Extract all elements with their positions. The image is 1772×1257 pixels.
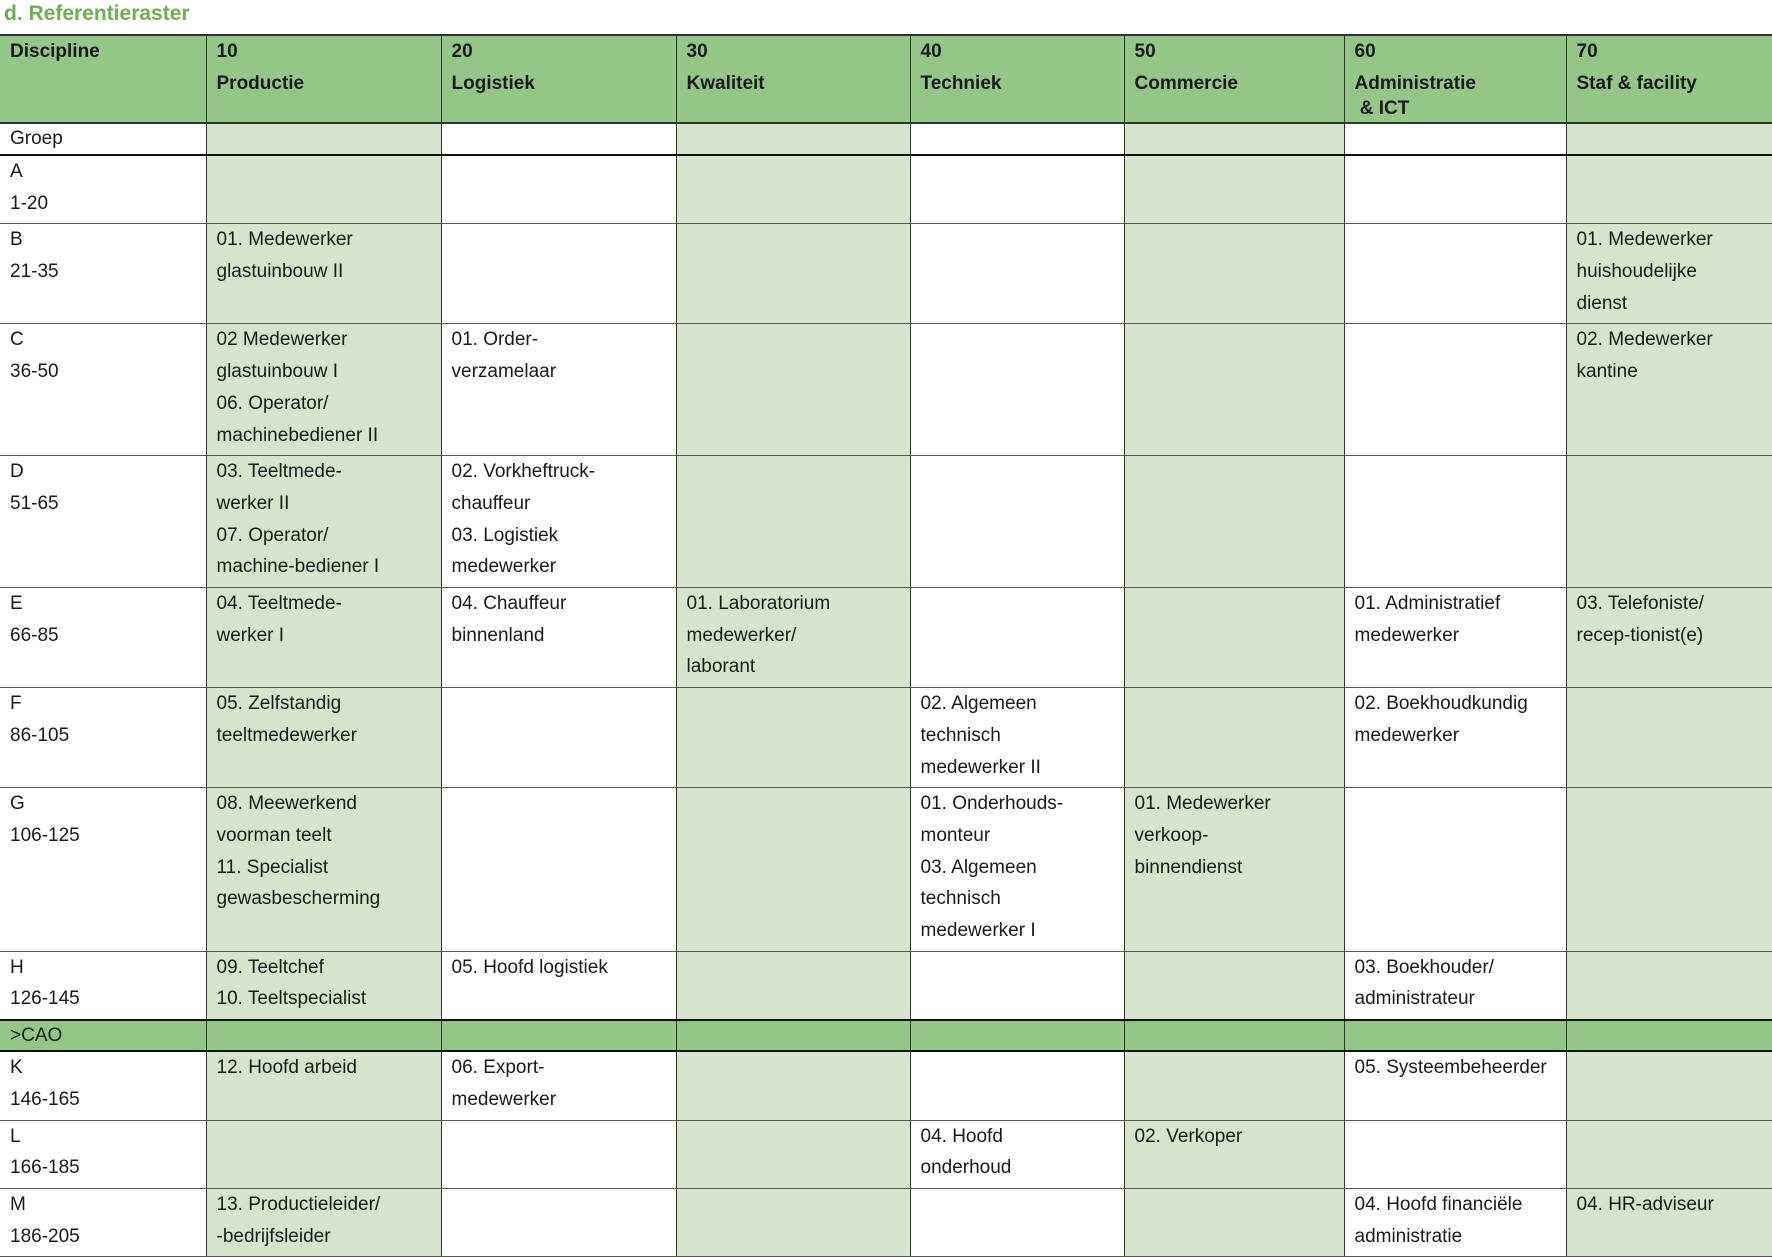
header-col-logistiek: 20 Logistiek xyxy=(441,35,676,123)
cell-m-techniek xyxy=(910,1188,1124,1256)
group-row-f xyxy=(0,688,1772,788)
job-title-line: binnenland xyxy=(452,620,676,652)
group-row-k xyxy=(0,1051,1772,1120)
group-points-range: 1-20 xyxy=(10,188,206,220)
cao-cell xyxy=(910,1020,1124,1051)
group-row-e xyxy=(0,588,1772,688)
cell-c-techniek xyxy=(910,324,1124,456)
job-title-line: 03. Telefoniste/ xyxy=(1577,588,1772,620)
job-title-line: medewerker xyxy=(452,551,676,583)
job-title-line: 06. Operator/ xyxy=(217,388,441,420)
cell-k-commercie xyxy=(1124,1051,1344,1120)
job-title-line: dienst xyxy=(1577,288,1772,320)
group-letter: B xyxy=(10,224,206,256)
job-title-line: 02. Medewerker xyxy=(1577,324,1772,356)
cao-cell xyxy=(1566,1020,1772,1051)
job-title-line: administratie xyxy=(1355,1221,1566,1253)
job-title-line: 02. Verkoper xyxy=(1135,1121,1344,1153)
cell-h-administratie xyxy=(1344,951,1566,1020)
group-points-range: 51-65 xyxy=(10,488,206,520)
header-col-productie: 10 Productie xyxy=(206,35,441,123)
header-row xyxy=(0,35,1772,123)
cell-k-staf xyxy=(1566,1051,1772,1120)
group-letter: K xyxy=(10,1052,206,1084)
cell-l-commercie xyxy=(1124,1120,1344,1188)
group-label-a xyxy=(0,155,206,224)
job-title-line: 05. Systeembeheerder xyxy=(1355,1052,1566,1084)
group-row-l xyxy=(0,1120,1772,1188)
cell-f-productie xyxy=(206,688,441,788)
job-title-line: medewerker xyxy=(1355,620,1566,652)
cell-a-logistiek xyxy=(441,155,676,224)
job-title-line: 02 Medewerker xyxy=(217,324,441,356)
job-title-line: 01. Laboratorium xyxy=(687,588,910,620)
group-label-g xyxy=(0,788,206,952)
header-col-techniek: 40 Techniek xyxy=(910,35,1124,123)
job-title-line: glastuinbouw I xyxy=(217,356,441,388)
cell-g-kwaliteit xyxy=(676,788,910,952)
cell-h-commercie xyxy=(1124,951,1344,1020)
cell-k-administratie xyxy=(1344,1051,1566,1120)
cell-h-kwaliteit xyxy=(676,951,910,1020)
job-title-line: 08. Meewerkend xyxy=(217,788,441,820)
job-title-line: laborant xyxy=(687,651,910,683)
job-title-line: verkoop- xyxy=(1135,820,1344,852)
group-letter: H xyxy=(10,952,206,984)
cao-cell xyxy=(1124,1020,1344,1051)
job-title-line: medewerker I xyxy=(921,915,1124,947)
cell-e-productie xyxy=(206,588,441,688)
job-title-line: 05. Zelfstandig xyxy=(217,688,441,720)
job-title-line: 10. Teeltspecialist xyxy=(217,983,441,1015)
cell-b-staf xyxy=(1566,224,1772,324)
job-title-line: binnendienst xyxy=(1135,852,1344,884)
cell-m-commercie xyxy=(1124,1188,1344,1256)
job-title-line: medewerker II xyxy=(921,752,1124,784)
job-title-line: medewerker/ xyxy=(687,620,910,652)
group-points-range: 21-35 xyxy=(10,256,206,288)
cao-cell xyxy=(1344,1020,1566,1051)
cell-e-staf xyxy=(1566,588,1772,688)
job-title-line: monteur xyxy=(921,820,1124,852)
group-row-c xyxy=(0,324,1772,456)
group-points-range: 126-145 xyxy=(10,983,206,1015)
job-title-line: 04. Teeltmede- xyxy=(217,588,441,620)
group-letter: E xyxy=(10,588,206,620)
cell-g-commercie xyxy=(1124,788,1344,952)
job-title-line: technisch xyxy=(921,720,1124,752)
cell-f-staf xyxy=(1566,688,1772,788)
job-title-line: technisch xyxy=(921,883,1124,915)
job-title-line: medewerker xyxy=(1355,720,1566,752)
cell-h-productie xyxy=(206,951,441,1020)
cell-f-logistiek xyxy=(441,688,676,788)
job-title-line: huishoudelijke xyxy=(1577,256,1772,288)
job-title-line: 01. Order- xyxy=(452,324,676,356)
cell-a-staf xyxy=(1566,155,1772,224)
header-col-administratie: 60 Administratie & ICT xyxy=(1344,35,1566,123)
group-letter: L xyxy=(10,1121,206,1153)
reference-grid-table xyxy=(0,34,1772,1257)
job-title-line: teeltmedewerker xyxy=(217,720,441,752)
cell-l-kwaliteit xyxy=(676,1120,910,1188)
cell-k-techniek xyxy=(910,1051,1124,1120)
job-title-line: 01. Medewerker xyxy=(1135,788,1344,820)
cao-separator-row xyxy=(0,1020,1772,1051)
job-title-line: 07. Operator/ xyxy=(217,520,441,552)
job-title-line: 04. HR-adviseur xyxy=(1577,1189,1772,1221)
cell-l-administratie xyxy=(1344,1120,1566,1188)
cell-b-techniek xyxy=(910,224,1124,324)
cell-l-techniek xyxy=(910,1120,1124,1188)
groep-label: Groep xyxy=(0,123,206,155)
cell-d-administratie xyxy=(1344,456,1566,588)
job-title-line: 02. Boekhoudkundig xyxy=(1355,688,1566,720)
cell-k-kwaliteit xyxy=(676,1051,910,1120)
cell-c-logistiek xyxy=(441,324,676,456)
header-col-staf: 70 Staf & facility xyxy=(1566,35,1772,123)
job-title-line: kantine xyxy=(1577,356,1772,388)
job-title-line: 03. Algemeen xyxy=(921,852,1124,884)
group-letter: A xyxy=(10,156,206,188)
cell-b-productie xyxy=(206,224,441,324)
group-row-g xyxy=(0,788,1772,952)
group-letter: M xyxy=(10,1189,206,1221)
group-label-f xyxy=(0,688,206,788)
cell-d-productie xyxy=(206,456,441,588)
group-points-range: 66-85 xyxy=(10,620,206,652)
job-title-line: glastuinbouw II xyxy=(217,256,441,288)
group-label-b xyxy=(0,224,206,324)
cell-l-productie xyxy=(206,1120,441,1188)
group-points-range: 86-105 xyxy=(10,720,206,752)
job-title-line: werker II xyxy=(217,488,441,520)
cell-k-logistiek xyxy=(441,1051,676,1120)
group-points-range: 106-125 xyxy=(10,820,206,852)
cell-a-productie xyxy=(206,155,441,224)
job-title-line: machinebediener II xyxy=(217,420,441,452)
cao-cell xyxy=(206,1020,441,1051)
cell-g-staf xyxy=(1566,788,1772,952)
cell-e-kwaliteit xyxy=(676,588,910,688)
cell-c-kwaliteit xyxy=(676,324,910,456)
header-discipline: Discipline xyxy=(0,35,206,123)
cell-m-logistiek xyxy=(441,1188,676,1256)
job-title-line: 04. Hoofd financiële xyxy=(1355,1189,1566,1221)
header-col-commercie: 50 Commercie xyxy=(1124,35,1344,123)
group-row-b xyxy=(0,224,1772,324)
job-title-line: onderhoud xyxy=(921,1152,1124,1184)
cao-label: >CAO xyxy=(0,1020,206,1051)
job-title-line: 02. Vorkheftruck- xyxy=(452,456,676,488)
cell-h-staf xyxy=(1566,951,1772,1020)
group-label-h xyxy=(0,951,206,1020)
cell-g-logistiek xyxy=(441,788,676,952)
job-title-line: machine-bediener I xyxy=(217,551,441,583)
cell-m-staf xyxy=(1566,1188,1772,1256)
cell-c-staf xyxy=(1566,324,1772,456)
cell-e-techniek xyxy=(910,588,1124,688)
job-title-line: administrateur xyxy=(1355,983,1566,1015)
cell-m-productie xyxy=(206,1188,441,1256)
cell-h-logistiek xyxy=(441,951,676,1020)
job-title-line: voorman teelt xyxy=(217,820,441,852)
job-title-line: 03. Boekhouder/ xyxy=(1355,952,1566,984)
cell-g-administratie xyxy=(1344,788,1566,952)
group-letter: C xyxy=(10,324,206,356)
job-title-line: 01. Administratief xyxy=(1355,588,1566,620)
cell-e-logistiek xyxy=(441,588,676,688)
cell-f-commercie xyxy=(1124,688,1344,788)
job-title-line: 11. Specialist xyxy=(217,852,441,884)
job-title-line: 03. Teeltmede- xyxy=(217,456,441,488)
groep-row xyxy=(0,123,1772,155)
cell-k-productie xyxy=(206,1051,441,1120)
job-title-line: medewerker xyxy=(452,1084,676,1116)
cell-c-administratie xyxy=(1344,324,1566,456)
cell-c-productie xyxy=(206,324,441,456)
cell-d-staf xyxy=(1566,456,1772,588)
group-label-d xyxy=(0,456,206,588)
group-points-range: 166-185 xyxy=(10,1152,206,1184)
cell-a-commercie xyxy=(1124,155,1344,224)
cell-b-kwaliteit xyxy=(676,224,910,324)
cell-c-commercie xyxy=(1124,324,1344,456)
cell-b-logistiek xyxy=(441,224,676,324)
group-letter: D xyxy=(10,456,206,488)
job-title-line: verzamelaar xyxy=(452,356,676,388)
group-row-m xyxy=(0,1188,1772,1256)
cell-l-staf xyxy=(1566,1120,1772,1188)
cell-d-kwaliteit xyxy=(676,456,910,588)
cell-f-administratie xyxy=(1344,688,1566,788)
cell-d-commercie xyxy=(1124,456,1344,588)
cell-b-commercie xyxy=(1124,224,1344,324)
cell-b-administratie xyxy=(1344,224,1566,324)
job-title-line: 09. Teeltchef xyxy=(217,952,441,984)
cell-f-techniek xyxy=(910,688,1124,788)
cell-a-techniek xyxy=(910,155,1124,224)
group-points-range: 146-165 xyxy=(10,1084,206,1116)
job-title-line: chauffeur xyxy=(452,488,676,520)
cell-a-administratie xyxy=(1344,155,1566,224)
group-row-a xyxy=(0,155,1772,224)
cell-l-logistiek xyxy=(441,1120,676,1188)
group-row-h xyxy=(0,951,1772,1020)
page-title: d. Referentieraster xyxy=(4,1,190,27)
group-row-d xyxy=(0,456,1772,588)
group-label-e xyxy=(0,588,206,688)
cell-m-administratie xyxy=(1344,1188,1566,1256)
job-title-line: 06. Export- xyxy=(452,1052,676,1084)
cell-d-logistiek xyxy=(441,456,676,588)
group-label-k xyxy=(0,1051,206,1120)
cell-f-kwaliteit xyxy=(676,688,910,788)
job-title-line: 02. Algemeen xyxy=(921,688,1124,720)
job-title-line: 05. Hoofd logistiek xyxy=(452,952,676,984)
job-title-line: 12. Hoofd arbeid xyxy=(217,1052,441,1084)
group-points-range: 186-205 xyxy=(10,1221,206,1253)
job-title-line: recep-tionist(e) xyxy=(1577,620,1772,652)
cell-e-administratie xyxy=(1344,588,1566,688)
cao-cell xyxy=(676,1020,910,1051)
group-letter: F xyxy=(10,688,206,720)
cell-e-commercie xyxy=(1124,588,1344,688)
group-points-range: 36-50 xyxy=(10,356,206,388)
header-col-kwaliteit: 30 Kwaliteit xyxy=(676,35,910,123)
job-title-line: 01. Medewerker xyxy=(1577,224,1772,256)
cell-g-techniek xyxy=(910,788,1124,952)
cao-cell xyxy=(441,1020,676,1051)
group-label-m xyxy=(0,1188,206,1256)
group-label-l xyxy=(0,1120,206,1188)
cell-a-kwaliteit xyxy=(676,155,910,224)
cell-h-techniek xyxy=(910,951,1124,1020)
job-title-line: 03. Logistiek xyxy=(452,520,676,552)
job-title-line: 01. Medewerker xyxy=(217,224,441,256)
cell-g-productie xyxy=(206,788,441,952)
job-title-line: 13. Productieleider/ xyxy=(217,1189,441,1221)
job-title-line: 04. Hoofd xyxy=(921,1121,1124,1153)
group-letter: G xyxy=(10,788,206,820)
job-title-line: gewasbescherming xyxy=(217,883,441,915)
cell-m-kwaliteit xyxy=(676,1188,910,1256)
cell-d-techniek xyxy=(910,456,1124,588)
job-title-line: 01. Onderhouds- xyxy=(921,788,1124,820)
job-title-line: werker I xyxy=(217,620,441,652)
job-title-line: -bedrijfsleider xyxy=(217,1221,441,1253)
group-label-c xyxy=(0,324,206,456)
job-title-line: 04. Chauffeur xyxy=(452,588,676,620)
